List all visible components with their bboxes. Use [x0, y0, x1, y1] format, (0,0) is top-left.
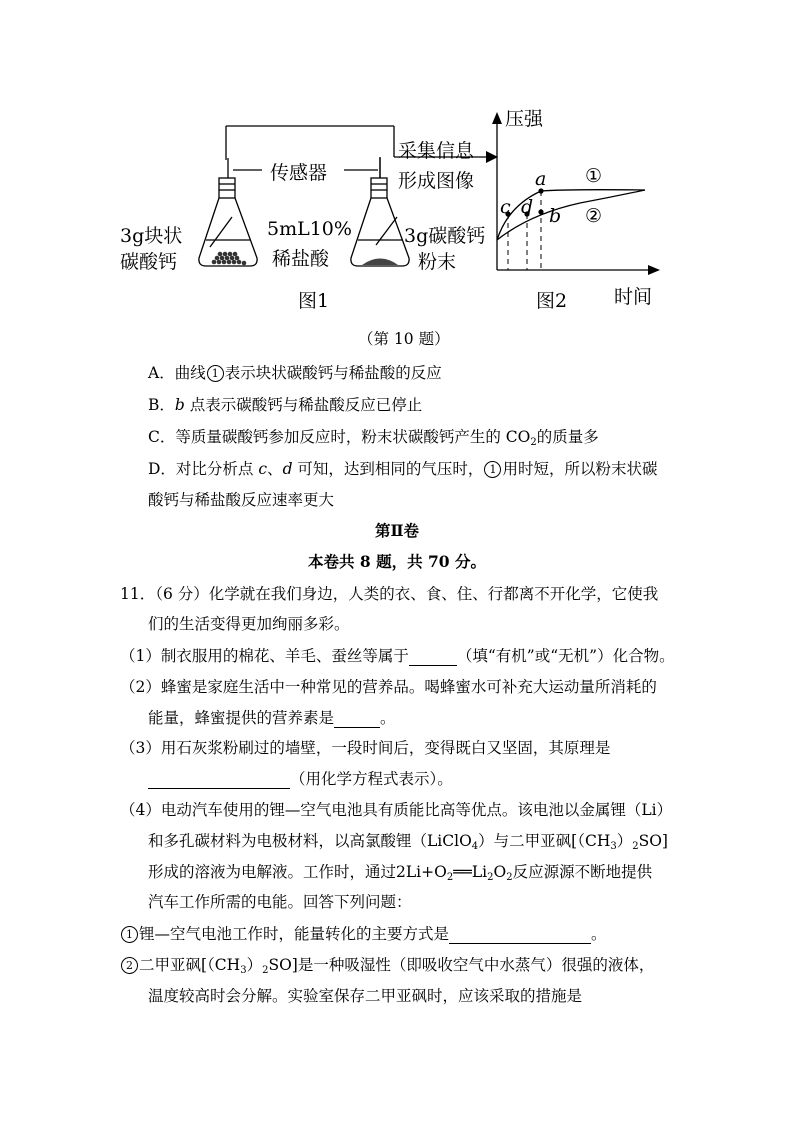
subscript: 2	[446, 872, 454, 883]
answer-blank-4[interactable]	[449, 927, 591, 944]
part4-text: ）	[616, 832, 633, 850]
answer-blank-3[interactable]	[148, 772, 290, 789]
part2-text: 能量，蜂蜜提供的营养素是	[148, 709, 335, 727]
option-d-prefix: D．对比分析点	[148, 460, 259, 478]
right-label-1: 3g碳酸钙	[404, 225, 486, 247]
sensor-label: 传感器	[270, 162, 328, 184]
point-c-label: c	[500, 196, 511, 218]
y-axis-arrow	[492, 112, 502, 124]
q11-part2-line2	[148, 708, 396, 728]
q11-sub2-line1	[120, 955, 654, 975]
curve-2-label: ②	[585, 205, 603, 227]
point-d-ref: d	[282, 460, 293, 478]
part4-text: 反应源源不断地提供	[512, 863, 653, 881]
sub2-text: SO]是一种吸湿性（即吸收空气中水蒸气）很强的液体，	[268, 956, 655, 974]
arrow-head	[486, 151, 498, 163]
subscript: 4	[471, 841, 479, 852]
q11-part4-line2	[148, 831, 668, 851]
q11-sub2-line2: 温度较高时会分解。实验室保存二甲亚砜时，应该采取的措施是	[148, 987, 583, 1005]
answer-blank-2[interactable]	[334, 711, 380, 728]
curve-2	[497, 190, 645, 240]
part3-text-end: （用化学方程式表示）。	[290, 770, 453, 788]
left-label-2: 碳酸钙	[120, 251, 178, 273]
option-d-sep: 、	[267, 460, 283, 478]
option-d-text: 可知，达到相同的气压时，	[292, 460, 484, 478]
point-b-label: b	[549, 205, 562, 227]
part1-text-end: （填“有机”或“无机”）化合物。	[456, 647, 675, 665]
part4-text: 和多孔碳材料为电极材料，以高氯酸锂（LiClO	[148, 832, 472, 850]
experiment-figure	[0, 0, 794, 330]
left-label-1: 3g块状	[120, 225, 183, 247]
option-d-line2: 酸钙与稀盐酸反应速率更大	[148, 491, 335, 509]
curve-1-label: ①	[585, 165, 603, 187]
left-lumps	[212, 252, 247, 266]
circled-one: 1	[484, 461, 501, 478]
right-label-2: 粉末	[418, 251, 457, 273]
option-d	[148, 459, 657, 479]
left-flask	[199, 158, 257, 266]
answer-blank-1[interactable]	[409, 649, 457, 666]
subscript: 3	[240, 965, 247, 976]
collect-label-2: 形成图像	[398, 170, 475, 192]
q11-part2-line1: （2）蜂蜜是家庭生活中一种常见的营养品。喝蜂蜜水可补充大运动量所消耗的	[120, 678, 657, 696]
circled-one: 1	[121, 926, 138, 943]
circled-two: 2	[121, 957, 138, 974]
point-b-ref: b	[174, 396, 185, 414]
collect-label-1: 采集信息	[398, 140, 475, 162]
right-powder	[362, 259, 398, 266]
q11-part1	[120, 646, 675, 666]
subscript: 2	[506, 872, 513, 883]
y-axis-label: 压强	[505, 108, 544, 130]
q11-part4-line3	[148, 862, 652, 882]
section-subtitle: 本卷共 8 题，共 70 分。	[308, 552, 486, 571]
x-axis-label: 时间	[614, 286, 653, 308]
sub2-text: 二甲亚砜[（CH	[139, 956, 241, 974]
part2-text-end: 。	[380, 709, 396, 727]
part4-text: O	[493, 863, 507, 881]
sub1-text: 锂—空气电池工作时，能量转化的主要方式是	[139, 925, 450, 943]
figure-caption: （第 10 题）	[358, 330, 450, 348]
point-d-label: d	[521, 196, 534, 218]
q11-part3-line2	[148, 769, 453, 789]
part4-text: ══Li	[453, 863, 488, 881]
graph-axes	[497, 122, 650, 270]
part1-text: （1）制衣服用的棉花、羊毛、蚕丝等属于	[120, 647, 409, 665]
sub2-text: ）	[246, 956, 263, 974]
option-a	[148, 363, 442, 383]
curve-1	[497, 190, 645, 240]
q11-sub1	[120, 924, 607, 944]
part4-text: 形成的溶液为电解液。工作时，通过2Li+O	[148, 863, 447, 881]
option-c	[148, 427, 599, 447]
subscript: 2	[632, 841, 639, 852]
acid-label-1: 5mL10%	[267, 218, 352, 240]
q11-line1: 11．（6 分）化学就在我们身边，人类的衣、食、住、行都离不开化学，它使我	[120, 585, 659, 603]
q11-line2: 们的生活变得更加绚丽多彩。	[148, 615, 350, 633]
x-axis-arrow	[648, 265, 660, 275]
subscript: 2	[262, 965, 269, 976]
option-b-text: 点表示碳酸钙与稀盐酸反应已停止	[184, 396, 423, 414]
option-c-text-end: 的质量多	[536, 428, 599, 446]
acid-label-2: 稀盐酸	[272, 248, 330, 270]
point-c-ref: c	[258, 460, 268, 478]
option-b-prefix: B．	[148, 396, 175, 414]
section-title: 第Ⅱ卷	[374, 521, 420, 540]
circled-one: 1	[207, 365, 224, 382]
q11-part3-line1: （3）用石灰浆粉刷过的墙壁，一段时间后，变得既白又坚固，其原理是	[120, 739, 611, 757]
q11-part4-line4: 汽车工作所需的电能。回答下列问题：	[148, 893, 412, 911]
subscript: 2	[487, 872, 494, 883]
co2-subscript: 2	[530, 437, 537, 448]
part4-text: SO]	[638, 832, 668, 850]
q11-part4-line1: （4）电动汽车使用的锂—空气电池具有质能比高等优点。该电池以金属锂（Li）	[120, 801, 673, 819]
option-b	[148, 395, 422, 415]
point-a-label: a	[535, 168, 547, 190]
subscript: 3	[610, 841, 617, 852]
option-a-text: 表示块状碳酸钙与稀盐酸的反应	[224, 364, 442, 382]
option-a-prefix: A．曲线	[148, 364, 206, 382]
figure-1-label: 图1	[298, 290, 330, 312]
sub1-text-end: 。	[591, 925, 607, 943]
option-c-text: C．等质量碳酸钙参加反应时，粉末状碳酸钙产生的 CO	[148, 428, 531, 446]
part4-text: ）与二甲亚砜[（CH	[478, 832, 611, 850]
figure-2-label: 图2	[536, 290, 568, 312]
option-d-text-end: 用时短，所以粉末状碳	[502, 460, 658, 478]
